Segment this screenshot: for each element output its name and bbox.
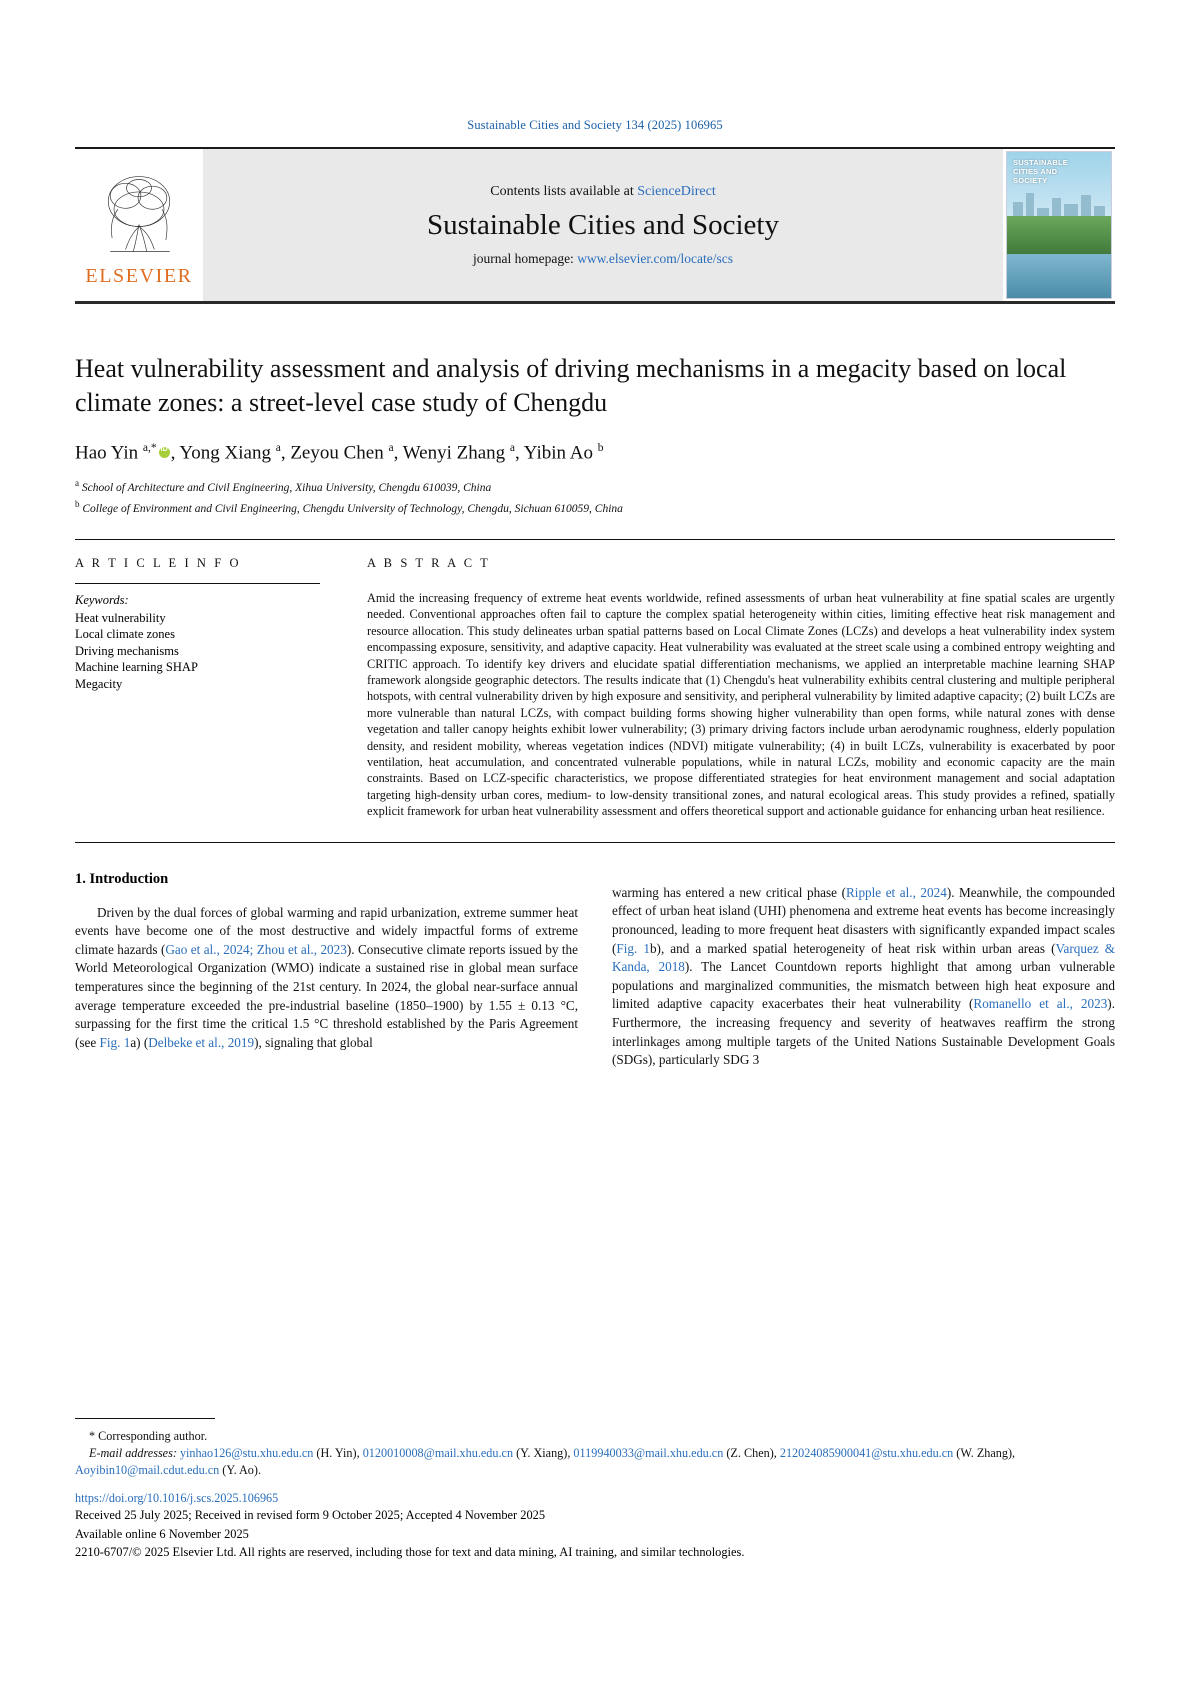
keyword-item: Heat vulnerability (75, 610, 166, 625)
keywords-label: Keywords: (75, 592, 129, 607)
article-info-column (75, 556, 350, 820)
email-label: E-mail addresses: (89, 1446, 177, 1460)
author-list: Hao Yin $^{a,*}$ iD , Yong Xiang $^a$, Zeyou Chen $^a$, Wenyi Zhang $^a$, Yibin Ao $^b$ (75, 442, 1115, 464)
keyword-item: Megacity (75, 676, 123, 691)
citation-link[interactable]: Varquez & Kanda, 2018 (612, 940, 1115, 975)
keyword-item: Local climate zones (75, 627, 175, 642)
homepage-line (473, 251, 733, 267)
citation-link[interactable]: Gao et al., 2024; Zhou et al., 2023 (165, 941, 347, 957)
contents-prefix: Contents lists available at (490, 183, 638, 199)
banner-center (203, 149, 1003, 301)
publisher-logo (75, 149, 203, 301)
doi-link[interactable]: https://doi.org/10.1016/j.scs.2025.106965 (75, 1491, 279, 1505)
affiliation-a: $^a$ School of Architecture and Civil Engineering, Xihua University, Chengdu 610039, China (75, 478, 492, 495)
citation-link[interactable]: Romanello et al., 2023 (973, 996, 1108, 1012)
keyword-item: Machine learning SHAP (75, 660, 198, 675)
email-link[interactable]: yinhao126@stu.xhu.edu.cn (179, 1446, 314, 1460)
running-head: Sustainable Cities and Society 134 (2025) 106965 (467, 118, 723, 132)
divider-bottom (75, 842, 1115, 843)
affiliations (75, 476, 1115, 517)
cover-title: SUSTAINABLE CITIES AND SOCIETY (1013, 158, 1068, 185)
intro-paragraph-right: warming has entered a new critical phase (Ripple et al., 2024). Meanwhile, the compounded effect of urban heat island (UHI) phenomena and extreme heat events has become increasingly pronounced, leading to more frequent heat disasters with significantly expanded impact scales (Fig. 1b), and a marked spatial heterogeneity of heat risk within urban areas (Varquez & Kanda, 2018). The Lancet Countdown reports highlight that among urban vulnerable populations and marginalized communities, the mismatch between high heat exposure and limited adaptive capacity exacerbates their heat vulnerability (Romanello et al., 2023). Furthermore, the increasing frequency and severity of heatwaves reaffirm the strong interlinkages among multiple targets of the United Nations Sustainable Development Goals (SDGs), particularly SDG 3 (612, 884, 1116, 1068)
email-addresses: E-mail addresses: yinhao126@stu.xhu.edu.cn (H. Yin), 0120010008@mail.xhu.edu.cn (Y. Xiang), 0119940033@mail.xhu.edu.cn (Z. Chen), 212024085900041@stu.xhu.edu.cn (W. Zhang), Aoyibin10@mail.cdut.edu.cn (Y. Ao). (75, 1446, 1016, 1477)
cover-image (1006, 151, 1112, 299)
orcid-icon[interactable] (159, 447, 170, 458)
intro-paragraph-left: Driven by the dual forces of global warming and rapid urbanization, extreme summer heat events have become one of the most destructive and widely impactful forms of extreme climate hazards (Gao et al., 2024; Zhou et al., 2023). Consecutive climate reports issued by the World Meteorological Organization (WMO) indicate a sustained rise in global mean surface temperatures since the beginning of the 21st century. In 2024, the global near-surface annual average temperature exceeded the pre-industrial baseline (1850–1900) by 1.55 ± 0.13 °C, surpassing for the first time the critical 1.5 °C threshold established by the Paris Agreement (see Fig. 1a) (Delbeke et al., 2019), signaling that global (75, 904, 579, 1050)
email-link[interactable]: 212024085900041@stu.xhu.edu.cn (779, 1446, 954, 1460)
body-columns (75, 871, 1115, 1083)
journal-cover (1003, 149, 1115, 301)
citation-link[interactable]: Delbeke et al., 2019 (148, 1034, 255, 1050)
abstract-column (350, 556, 1115, 820)
contents-line (490, 184, 716, 200)
body-column-right (612, 871, 1115, 1083)
abstract-heading: A B S T R A C T (367, 555, 491, 570)
homepage-prefix: journal homepage: (472, 250, 578, 266)
keywords-list (75, 610, 330, 693)
abstract-text: Amid the increasing frequency of extreme heat events worldwide, refined assessments of urban heat vulnerability at fine spatial scales are urgently needed. Conventional approaches often fail to capture the complex spatial heterogeneity within cities, limiting effective heat risk management and resource allocation. This study delineates urban spatial patterns based on Local Climate Zones (LCZs) and develops a heat vulnerability index system encompassing exposure, sensitivity, and adaptive capacity. Heat vulnerability was evaluated at the street scale using a combined entropy weighting and CRITIC approach. To identify key drivers and elucidate spatial differentiation mechanisms, we applied an interpretable machine learning SHAP framework alongside geographic detectors. The results indicate that (1) Chengdu's heat vulnerability exhibits central clustering and multiple peripheral hotspots, with central vulnerability driven by high exposure and sensitivity, and peripheral vulnerability by limited adaptive capacity; (2) built LCZs are more vulnerable than natural LCZs, with compact building forms showing higher vulnerability than open forms, while natural zones with dense vegetation and taller canopy heights exhibit lower vulnerability; (3) primary driving factors include urban aerodynamic roughness, elderly population density, and resident mobility, whereas vegetation indices (NDVI) mitigate vulnerability; (4) in built LCZs, vulnerability is exacerbated by poor ventilation, heat accumulation, and concentrated vulnerable populations, while in natural LCZs, mobility and economic capacity are the main constraints. Based on LCZ-specific characteristics, we propose differentiated strategies for heat environment management and social adaptation targeting high-density urban cores, medium- to low-density transitional zones, and natural ecological areas. This study provides a refined, spatially explicit framework for urban heat vulnerability assessment and offers theoretical support and actionable guidance for enhancing urban heat resilience. (367, 590, 1115, 819)
sciencedirect-link[interactable]: ScienceDirect (637, 183, 716, 199)
body-column-left (75, 871, 578, 1083)
copyright-line: 2210-6707/© 2025 Elsevier Ltd. All rights are reserved, including those for text and data mining, AI training, and similar technologies. (75, 1545, 745, 1559)
email-link[interactable]: Aoyibin10@mail.cdut.edu.cn (75, 1463, 220, 1477)
email-link[interactable]: 0119940033@mail.xhu.edu.cn (573, 1446, 724, 1460)
divider-top (75, 539, 1115, 540)
doi-line (75, 1491, 1115, 1506)
journal-banner (75, 147, 1115, 304)
available-online-line: Available online 6 November 2025 (75, 1526, 249, 1541)
journal-homepage-link[interactable]: www.elsevier.com/locate/scs (577, 250, 734, 266)
figure-link[interactable]: Fig. 1 (99, 1034, 131, 1050)
footnote-divider (75, 1418, 215, 1419)
info-abstract-row (75, 556, 1115, 820)
article-info-heading: A R T I C L E I N F O (75, 555, 242, 570)
affiliation-b: $^b$ College of Environment and Civil Engineering, Chengdu University of Technology, Chengdu, Sichuan 610059, China (75, 498, 623, 515)
corresponding-author-note: * Corresponding author. (89, 1429, 208, 1443)
figure-link[interactable]: Fig. 1 (616, 940, 650, 956)
keyword-item: Driving mechanisms (75, 643, 179, 658)
journal-title: Sustainable Cities and Society (427, 208, 779, 241)
received-line: Received 25 July 2025; Received in revised form 9 October 2025; Accepted 4 November 2025 (75, 1508, 546, 1522)
elsevier-wordmark: ELSEVIER (85, 264, 193, 287)
page-footer (75, 1418, 1115, 1562)
email-link[interactable]: 0120010008@mail.xhu.edu.cn (362, 1446, 514, 1460)
page-title: Heat vulnerability assessment and analysis of driving mechanisms in a megacity based on local climate zones: a street-level case study of Chengdu (75, 354, 1067, 417)
section-heading-introduction: 1. Introduction (75, 870, 169, 887)
keywords-divider (75, 583, 320, 584)
elsevier-tree-icon (91, 167, 187, 263)
citation-link[interactable]: Ripple et al., 2024 (845, 884, 947, 900)
